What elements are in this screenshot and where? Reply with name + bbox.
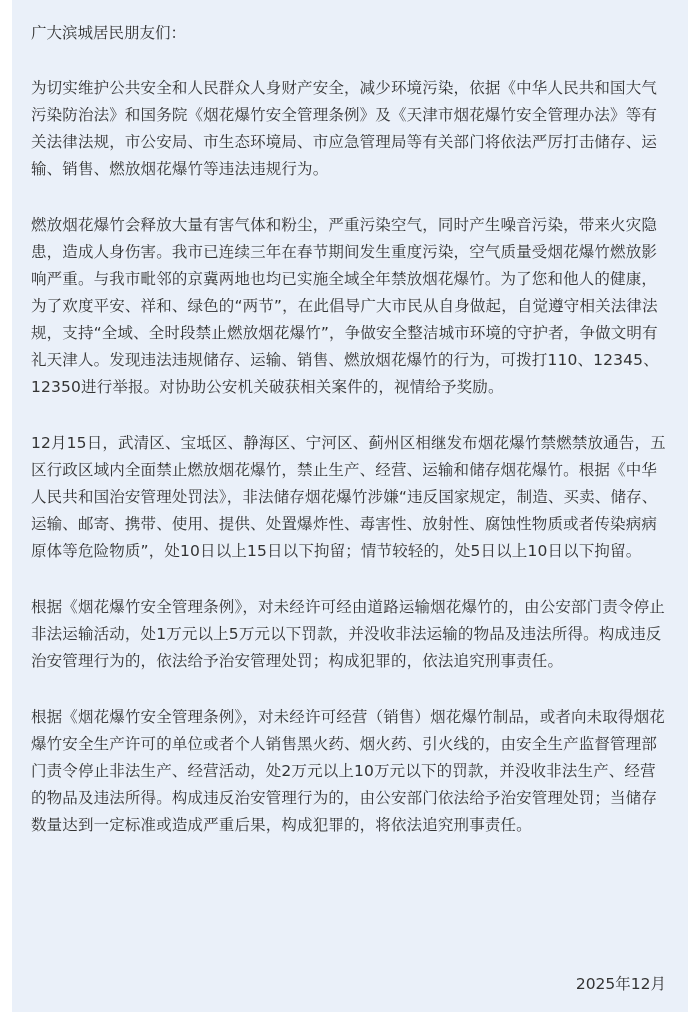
- paragraph-district-ban: 12月15日，武清区、宝坻区、静海区、宁河区、蓟州区相继发布烟花爆竹禁燃禁放通告，五区行政区域内全面禁止燃放烟花爆竹，禁止生产、经营、运输和储存烟花爆竹。根据《中华人民共和国治安管理处罚法》，非法储存烟花爆竹涉嫌“违反国家规定，制造、买卖、储存、运输、邮寄、携带、使用、提供、处置爆炸性、毒害性、放射性、腐蚀性物质或者传染病病原体等危险物质”，处10日以上15日以下拘留；情节较轻的，处5日以上10日以下拘留。: [31, 434, 666, 560]
- paragraph-sales-penalty: 根据《烟花爆竹安全管理条例》，对未经许可经营（销售）烟花爆竹制品，或者向未取得烟花爆竹安全生产许可的单位或者个人销售黑火药、烟火药、引火线的，由安全生产监督管理部门责令停止非法生产、经营活动，处2万元以上10万元以下的罚款，并没收非法生产、经营的物品及违法所得。构成违反治安管理行为的，由公安部门依法给予治安管理处罚；当储存数量达到一定标准或造成严重后果，构成犯罪的，将依法追究刑事责任。: [31, 708, 665, 834]
- notice-date: 2025年12月: [575, 975, 666, 993]
- paragraph-hazards-and-appeal: 燃放烟花爆竹会释放大量有害气体和粉尘，严重污染空气，同时产生噪音污染，带来火灾隐患，造成人身伤害。我市已连续三年在春节期间发生重度污染，空气质量受烟花爆竹燃放影响严重。与我市毗邻的京冀两地也均已实施全域全年禁放烟花爆竹。为了您和他人的健康，为了欢度平安、祥和、绿色的“两节”，在此倡导广大市民从自身做起，自觉遵守相关法律法规，支持“全域、全时段禁止燃放烟花爆竹”，争做安全整洁城市环境的守护者，争做文明有礼天津人。发现违法违规储存、运输、销售、燃放烟花爆竹的行为，可拨打110、12345、12350进行举报。对协助公安机关破获相关案件的，视情给予奖励。: [31, 216, 659, 396]
- paragraph-transport-penalty: 根据《烟花爆竹安全管理条例》，对未经许可经由道路运输烟花爆竹的，由公安部门责令停止非法运输活动，处1万元以上5万元以下罚款，并没收非法运输的物品及违法所得。构成违反治安管理行为的，依法给予治安管理处罚；构成犯罪的，依法追究刑事责任。: [31, 598, 665, 670]
- paragraph-legal-basis: 为切实维护公共安全和人民群众人身财产安全，减少环境污染，依据《中华人民共和国大气污染防治法》和国务院《烟花爆竹安全管理条例》及《天津市烟花爆竹安全管理办法》等有关法律法规，市公安局、市生态环境局、市应急管理局等有关部门将依法严厉打击储存、运输、销售、燃放烟花爆竹等违法违规行为。: [31, 79, 658, 178]
- greeting: 广大滨城居民朋友们：: [31, 24, 187, 42]
- notice-card: [12, 0, 688, 1012]
